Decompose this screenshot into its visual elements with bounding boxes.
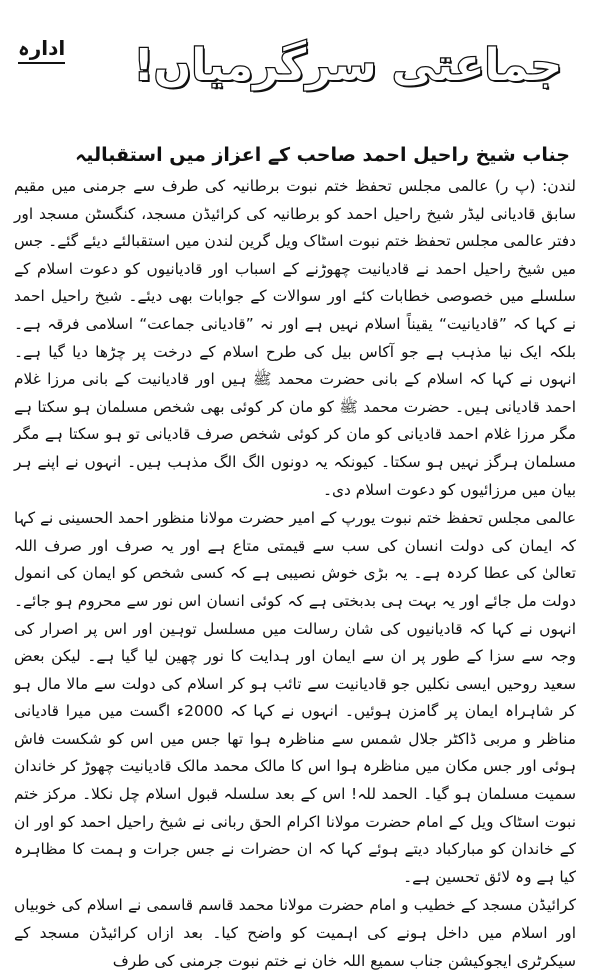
- paragraph: عالمی مجلس تحفظ ختم نبوت یورپ کے امیر حضرت مولانا منظور احمد الحسینی نے کہا کہ ایمان کی دولت انسان کی سب سے قیمتی متاع ہے اور یہ صرف اور صرف اللہ تعالیٰ کی عطا کردہ ہے۔ یہ بڑی خوش نصیبی ہے کہ کسی شخص کو ایمان کی انمول دولت مل جائے اور یہ بہت ہی بدبختی ہے کہ کوئی انسان اس نور سے محروم ہو جائے۔ انہوں نے کہا کہ قادیانیوں کی شان رسالت میں مسلسل توہین اور اس پر اصرار کی وجہ سے سزا کے طور پر ان سے ایمان اور ہدایت کا نور چھین لیا گیا ہے۔ لیکن بعض سعید روحیں ایسی نکلیں جو قادیانیت سے تائب ہو کر اسلام کی دولت سے مالا مال ہو کر شاہراہ ایمان پر گامزن ہوئیں۔ انہوں نے کہا کہ 2000ء اگست میں میرا قادیانی مناظر و مربی ڈاکٹر جلال شمس سے مناظرہ ہوا تھا جس میں اس کو شکست فاش ہوئی اور جس مکان میں مناظرہ ہوا اس کا مالک محمد مالک قادیانیت چھوڑ کر خاندان سمیت مسلمان ہو گیا۔ الحمد للہ! اس کے بعد سلسلہ قبول اسلام چل نکلا۔ مرکز ختم نبوت اسٹاک ویل کے امام حضرت مولانا اکرام الحق ربانی نے شیخ راحیل احمد کو اور ان کے خاندان کو مبارکباد دیتے ہوئے کہا کہ ان حضرات نے جس جرات و ہمت کا مظاہرہ کیا ہے وہ لائق تحسین ہے۔: [14, 509, 576, 886]
- paragraph: کرائیڈن مسجد کے خطیب و امام حضرت مولانا محمد قاسم قاسمی نے اسلام کی خوبیاں اور اسلام میں داخل ہونے کی اہمیت کو واضح کیا۔ بعد ازاں کرائیڈن مسجد کے سیکرٹری ایجوکیشن جناب سمیع اللہ خان نے ختم نبوت جرمنی کی طرف: [14, 896, 576, 970]
- paragraph: لندن: (پ ر) عالمی مجلس تحفظ ختم نبوت برطانیہ کی طرف سے جرمنی میں مقیم سابق قادیانی لیڈر شیخ راحیل احمد کو برطانیہ کی کرائیڈن مسجد، کنگسٹن مسجد اور دفتر عالمی مجلس تحفظ ختم نبوت اسٹاک ویل گرین لندن میں استقبالئے دیئے گئے۔ جس میں شیخ راحیل احمد نے قادیانیت چھوڑنے کے اسباب اور قادیانیوں کو دعوت اسلام کے سلسلے میں خصوصی خطابات کئے اور سوالات کے جوابات بھی دیئے۔ شیخ راحیل احمد نے کہا کہ ”قادیانیت“ یقیناً اسلام نہیں ہے اور نہ ”قادیانی جماعت“ اسلامی فرقہ ہے۔ بلکہ ایک نیا مذہب ہے جو آکاس بیل کی طرح اسلام کے درخت پر چڑھا دیا گیا ہے۔ انہوں نے کہا کہ اسلام کے بانی حضرت محمد ﷺ ہیں اور قادیانیت کے بانی مرزا غلام احمد قادیانی ہیں۔ حضرت محمد ﷺ کو مان کر کوئی بھی شخص مسلمان ہو سکتا ہے مگر مرزا غلام احمد قادیانی کو مان کر کوئی شخص صرف قادیانی تو ہو سکتا ہے مگر مسلمان ہرگز نہیں ہو سکتا۔ کیونکہ یہ دونوں الگ الگ مذہب ہیں۔ انہوں نے اپنے ہر بیان میں مرزائیوں کو دعوت اسلام دی۔: [14, 177, 576, 499]
- page-title: جماعتی سرگرمیاں!: [133, 40, 563, 91]
- article-heading: جناب شیخ راحیل احمد صاحب کے اعزاز میں استقبالیہ: [75, 144, 570, 166]
- masthead: [0, 18, 590, 114]
- section-label: ادارہ: [18, 36, 65, 64]
- article-body: [14, 173, 576, 975]
